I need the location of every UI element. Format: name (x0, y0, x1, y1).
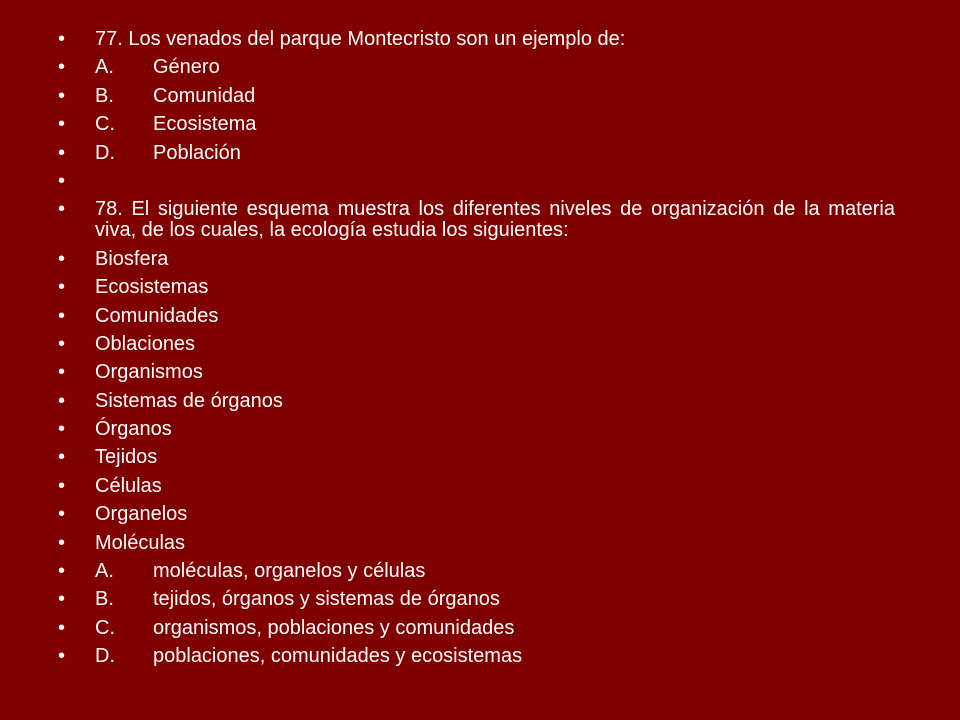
list-item (0, 476, 960, 497)
item-body: Población (153, 141, 241, 164)
bullet-icon: • (58, 276, 66, 299)
option-letter: A. (95, 56, 114, 79)
bullet-icon: • (58, 474, 66, 497)
list-item (0, 391, 960, 412)
item-text (95, 114, 895, 135)
list-item (0, 646, 960, 667)
item-text (95, 306, 895, 327)
item-body: Género (153, 56, 220, 79)
bullet-icon: • (58, 198, 66, 221)
bullet-icon: • (58, 56, 66, 79)
list-item (0, 249, 960, 270)
list-item (0, 199, 960, 241)
item-text (95, 86, 895, 107)
list-item (0, 447, 960, 468)
item-text (95, 199, 895, 241)
item-body: organismos, poblaciones y comunidades (153, 616, 515, 639)
bullet-icon: • (58, 389, 66, 412)
bullet-icon: • (58, 418, 66, 441)
item-body: Tejidos (95, 446, 158, 469)
list-item (0, 306, 960, 327)
item-body: poblaciones, comunidades y ecosistemas (153, 645, 523, 668)
item-body: Ecosistema (153, 113, 257, 136)
list-item (0, 114, 960, 135)
bullet-icon: • (58, 645, 66, 668)
item-body: Comunidades (95, 304, 219, 327)
list-item (0, 504, 960, 525)
bullet-icon: • (58, 247, 66, 270)
list-item (0, 143, 960, 164)
option-letter: B. (95, 588, 114, 611)
item-text (95, 277, 895, 298)
list-item (0, 86, 960, 107)
bullet-list (0, 29, 960, 675)
item-text (95, 561, 895, 582)
bullet-icon: • (58, 84, 66, 107)
list-item (0, 419, 960, 440)
item-body: Sistemas de órganos (95, 389, 283, 412)
item-text (95, 618, 895, 639)
item-body: Organelos (95, 503, 188, 526)
list-item (0, 29, 960, 50)
list-item (0, 618, 960, 639)
list-item (0, 589, 960, 610)
item-text (95, 143, 895, 164)
item-text (95, 29, 895, 50)
bullet-icon: • (58, 169, 66, 192)
item-body: Biosfera (95, 247, 169, 270)
list-item (0, 533, 960, 554)
item-body: tejidos, órganos y sistemas de órganos (153, 588, 500, 611)
item-body: Células (95, 474, 162, 497)
option-letter: B. (95, 84, 114, 107)
item-text (95, 362, 895, 383)
item-text (95, 476, 895, 497)
item-text (95, 533, 895, 554)
bullet-icon: • (58, 531, 66, 554)
list-item (0, 277, 960, 298)
bullet-icon: • (58, 304, 66, 327)
item-text (95, 249, 895, 270)
option-letter: A. (95, 560, 114, 583)
list-item (0, 57, 960, 78)
item-body: 77. Los venados del parque Montecristo son un ejemplo de: (95, 28, 626, 50)
bullet-icon: • (58, 446, 66, 469)
bullet-icon: • (58, 361, 66, 384)
item-text (95, 589, 895, 610)
bullet-icon: • (58, 588, 66, 611)
item-text (95, 419, 895, 440)
item-text (95, 57, 895, 78)
bullet-icon: • (58, 332, 66, 355)
list-item (0, 561, 960, 582)
item-body: Ecosistemas (95, 276, 209, 299)
list-item (0, 362, 960, 383)
bullet-icon: • (58, 503, 66, 526)
item-body: Oblaciones (95, 332, 196, 355)
bullet-icon: • (58, 141, 66, 164)
item-text (95, 447, 895, 468)
bullet-icon: • (58, 28, 66, 50)
item-text (95, 504, 895, 525)
item-text (95, 391, 895, 412)
option-letter: D. (95, 645, 115, 668)
option-letter: C. (95, 113, 115, 136)
bullet-icon: • (58, 113, 66, 136)
option-letter: C. (95, 616, 115, 639)
option-letter: D. (95, 141, 115, 164)
item-body: Órganos (95, 418, 172, 441)
item-text (95, 646, 895, 667)
item-body: 78. El siguiente esquema muestra los diferentes niveles de organización de la materia viva, de los cuales, la ecología estudia los siguientes: (95, 198, 895, 242)
item-text (95, 334, 895, 355)
list-item (0, 171, 960, 192)
item-body: Moléculas (95, 531, 186, 554)
bullet-icon: • (58, 616, 66, 639)
item-body: Organismos (95, 361, 203, 384)
item-body: moléculas, organelos y células (153, 560, 426, 583)
bullet-icon: • (58, 560, 66, 583)
item-body: Comunidad (153, 84, 256, 107)
list-item (0, 334, 960, 355)
